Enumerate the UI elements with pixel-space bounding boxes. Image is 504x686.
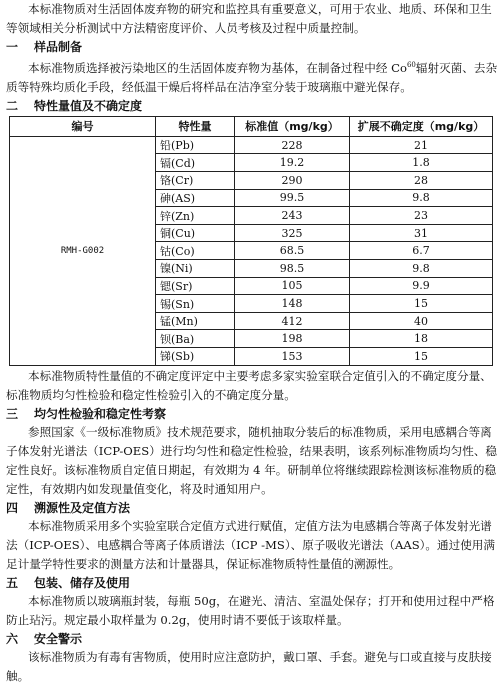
property-cell: 镍(Ni) [156,260,235,278]
section-3-paragraph: 参照国家《一级标准物质》技术规范要求，随机抽取分装后的标准物质，采用电感耦合等离子体发射光谱法（ICP-OES）进行均匀性和稳定性检验，结果表明，该系列标准物质均匀性、稳定性良好。该标准物质自定值日期起，有效期为 4 年。研制单位将继续跟踪检测该标准物质的稳定性，有效期内如发现量值变化，将及时通知用户。 [6,424,498,496]
uncertainty-cell: 6.7 [350,242,493,260]
section-1-title: 样品制备 [34,40,83,54]
property-cell: 铅(Pb) [156,136,235,154]
uncertainty-cell: 40 [350,312,493,330]
uncertainty-cell: 9.8 [350,260,493,278]
property-cell: 锡(Sn) [156,295,235,313]
section-5-heading [6,574,498,592]
section-3-heading [6,405,498,423]
property-cell: 锶(Sr) [156,277,235,295]
uncertainty-cell: 31 [350,224,493,242]
isotope-superscript: 60 [406,61,416,69]
standard-value-cell: 228 [235,136,350,154]
section-3-number: 三 [6,406,19,421]
property-values-table [9,116,493,366]
section-4-heading [6,499,498,517]
property-cell: 锌(Zn) [156,207,235,225]
section-2-number: 二 [6,98,19,113]
property-cell: 镉(Cd) [156,154,235,172]
property-cell: 钡(Ba) [156,330,235,348]
property-cell: 钴(Co) [156,242,235,260]
standard-value-cell: 68.5 [235,242,350,260]
standard-value-cell: 198 [235,330,350,348]
uncertainty-cell: 28 [350,172,493,190]
standard-value-cell: 243 [235,207,350,225]
property-cell: 砷(AS) [156,189,235,207]
section-4-title: 溯源性及定值方法 [34,500,131,515]
section-1-heading [6,38,498,56]
table-row [10,136,493,154]
section-1-paragraph [6,56,498,97]
uncertainty-cell: 9.8 [350,189,493,207]
uncertainty-cell: 1.8 [350,154,493,172]
section-1-text-b: 辐射灭菌、去杂质等特殊均质化手段，经低温干燥后将样品在洁净室分装于玻璃瓶中避光保存。 [6,60,498,94]
property-cell: 锑(Sb) [156,347,235,365]
property-cell: 锰(Mn) [156,312,235,330]
uncertainty-cell: 21 [350,136,493,154]
property-cell: 铬(Cr) [156,172,235,190]
section-4-number: 四 [6,500,19,515]
section-5-title: 包装、储存及使用 [34,575,131,590]
standard-value-cell: 290 [235,172,350,190]
standard-value-cell: 412 [235,312,350,330]
section-6-paragraph: 该标准物质为有毒有害物质，使用时应注意防护，戴口罩、手套。避免与口或直接与皮肤接触。 [6,649,492,683]
standard-value-cell: 19.2 [235,154,350,172]
section-6-number: 六 [6,631,19,646]
uncertainty-cell: 15 [350,347,493,365]
section-1-number: 一 [6,40,19,54]
section-5-paragraph: 本标准物质以玻璃瓶封装，每瓶 50g，在避光、清洁、室温处保存；打开和使用过程中严格防止玷污。规定最小取样量为 0.2g，使用时请不要低于该取样量。 [6,593,495,627]
standard-value-cell: 105 [235,277,350,295]
section-3-title: 均匀性检验和稳定性考察 [34,406,167,421]
sample-code-cell: RMH-G002 [10,136,156,365]
header-property: 特性量 [156,116,235,136]
section-2-title: 特性量值及不确定度 [34,98,143,113]
uncertainty-cell: 15 [350,295,493,313]
uncertainty-cell: 9.9 [350,277,493,295]
header-code: 编号 [10,116,156,136]
section-6-heading [6,630,498,648]
section-4-paragraph: 本标准物质采用多个实验室联合定值方式进行赋值，定值方法为电感耦合等离子体发射光谱法（ICP-OES）、电感耦合等离子体质谱法（ICP -MS）、原子吸收光谱法（AAS）。通过使用满足计量学特性要求的测量方法和计量器具，保证标准物质特性量值的溯源性。 [6,518,495,571]
standard-value-cell: 148 [235,295,350,313]
intro-paragraph: 本标准物质对生活固体废弃物的研究和监控具有重要意义，可用于农业、地质、环保和卫生等领域相关分析测试中方法精密度评价、人员考核及过程中质量控制。 [6,2,492,35]
property-cell: 铜(Cu) [156,224,235,242]
header-uncertainty: 扩展不确定度（mg/kg） [350,116,493,136]
uncertainty-cell: 23 [350,207,493,225]
section-5-number: 五 [6,575,19,590]
table-note: 本标准物质特性量值的不确定度评定中主要考虑多家实验室联合定值引入的不确定度分量、标准物质均匀性检验和稳定性检验引入的不确定度分量。 [6,368,492,402]
header-standard-value: 标准值（mg/kg） [235,116,350,136]
standard-value-cell: 99.5 [235,189,350,207]
uncertainty-cell: 18 [350,330,493,348]
table-body [10,136,493,365]
section-2-heading [6,97,498,115]
standard-value-cell: 325 [235,224,350,242]
section-6-title: 安全警示 [34,631,83,646]
standard-value-cell: 98.5 [235,260,350,278]
table-header-row [10,116,493,136]
standard-value-cell: 153 [235,347,350,365]
section-1-text-a: 本标准物质选择被污染地区的生活固体废弃物为基体，在制备过程中经 Co [28,60,407,75]
